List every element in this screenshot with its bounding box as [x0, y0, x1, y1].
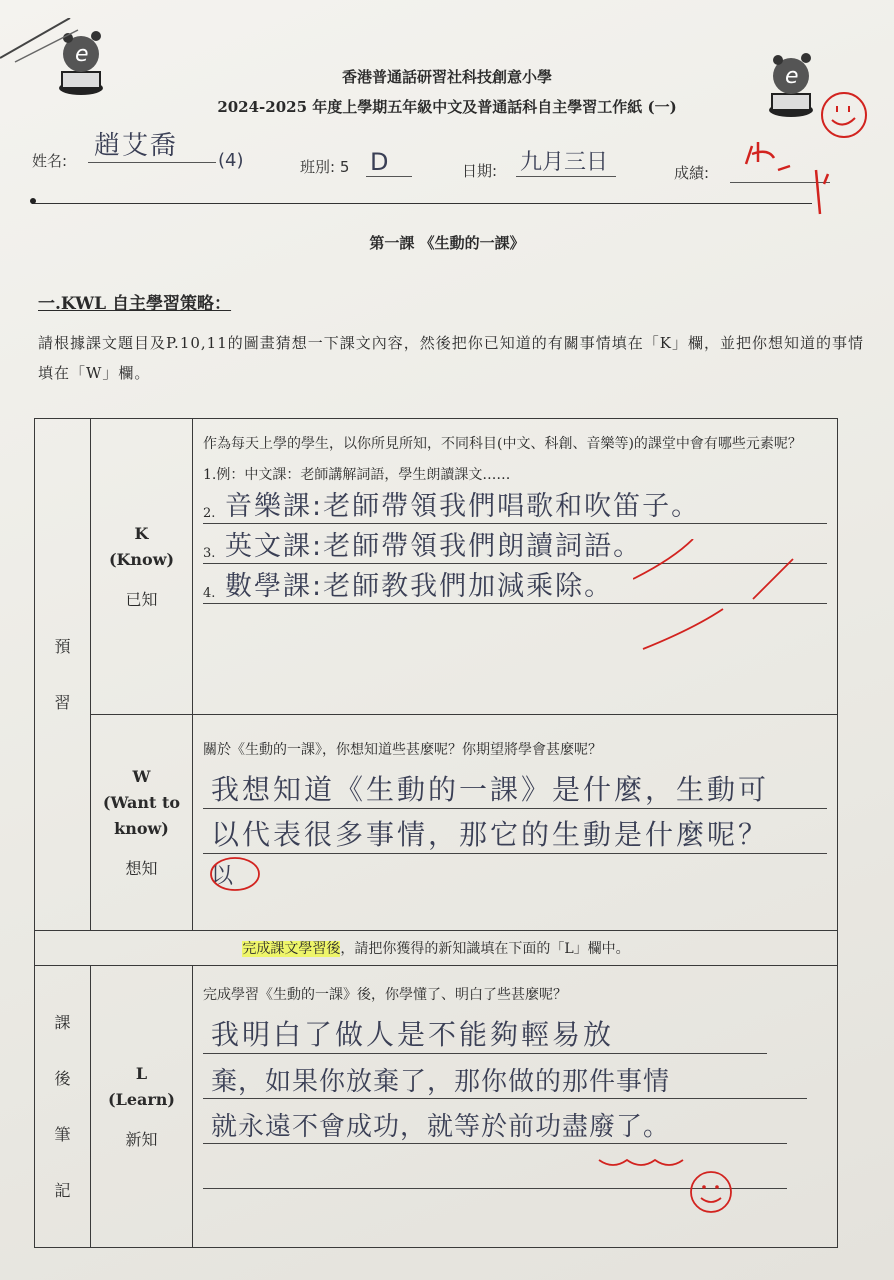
name-value: 趙艾喬 — [94, 131, 179, 161]
class-value: D — [370, 148, 389, 176]
side-char: 預 — [54, 636, 71, 656]
l-label — [91, 966, 193, 1248]
name-field[interactable] — [88, 131, 216, 163]
teacher-smiley-icon — [593, 1152, 743, 1222]
k-content — [193, 419, 838, 715]
student-number[interactable]: (4) — [218, 150, 244, 171]
divider — [32, 203, 812, 204]
k-letter: K — [134, 523, 149, 543]
k-question: 作為每天上學的學生，以你所見所知，不同科目(中文、科創、音樂等)的課堂中會有哪些元素呢？ — [203, 436, 802, 452]
k-example: 1.例：中文課：老師講解詞語，學生朗讀課文…… — [203, 467, 511, 483]
w-chinese: 想知 — [125, 858, 158, 878]
after-side-label — [35, 966, 91, 1248]
w-correction — [203, 854, 827, 894]
w-english-1: (Want to — [102, 792, 181, 812]
answer-text: 棄，如果你放棄了，那你做的那件事情 — [211, 1067, 671, 1097]
side-char: 後 — [54, 1068, 71, 1088]
answer-text: 以代表很多事情，那它的生動是什麼呢？ — [211, 818, 770, 851]
l-letter: L — [135, 1063, 148, 1083]
w-content — [193, 715, 838, 931]
answer-text: 音樂課:老師帶領我們唱歌和吹笛子。 — [225, 491, 701, 522]
section-title: 一.KWL 自主學習策略： — [38, 294, 232, 314]
school-name: 香港普通話研習社科技創意小學 — [341, 68, 552, 86]
date-field[interactable] — [516, 150, 616, 177]
w-answer-line-1[interactable] — [203, 764, 827, 809]
date-label: 日期: — [462, 162, 498, 180]
answer-text: 我想知道《生動的一課》是什麼，生動可 — [211, 773, 770, 806]
name-label: 姓名: — [32, 152, 68, 170]
answer-text: 數學課:老師教我們加減乘除。 — [225, 571, 614, 602]
answer-number: 2. — [203, 506, 216, 521]
answer-text: 就永遠不會成功，就等於前功盡廢了。 — [211, 1112, 671, 1142]
pencil-mark — [0, 18, 80, 68]
class-label: 班別: 5 — [300, 158, 350, 176]
k-english: (Know) — [108, 549, 175, 569]
answer-number: 3. — [203, 546, 216, 561]
w-label — [91, 715, 193, 931]
instruction-rest: ，請把你獲得的新知識填在下面的「L」欄中。 — [340, 941, 630, 957]
svg-text:e: e — [785, 64, 799, 89]
class-field[interactable] — [366, 148, 412, 177]
instruction-row — [35, 931, 838, 966]
svg-text:e: e — [75, 42, 89, 67]
side-char: 習 — [54, 692, 71, 712]
lesson-title: 第一課 《生動的一課》 — [369, 234, 525, 252]
grade-label: 成績: — [674, 164, 710, 182]
l-chinese: 新知 — [125, 1129, 158, 1149]
k-label — [91, 419, 193, 715]
preview-side-label — [35, 419, 91, 931]
answer-text: 英文課:老師帶領我們朗讀詞語。 — [225, 531, 643, 562]
l-answer-line-1[interactable] — [203, 1009, 767, 1054]
highlighted-text: 完成課文學習後 — [242, 941, 341, 957]
worksheet-title: 2024-2025 年度上學期五年級中文及普通話科自主學習工作紙 (一) — [217, 98, 677, 116]
teacher-check-marks — [633, 539, 833, 689]
w-answer-line-2[interactable] — [203, 809, 827, 854]
bullet-dot — [30, 198, 36, 204]
k-answer-2[interactable] — [203, 484, 827, 524]
l-answer-line-2[interactable] — [203, 1054, 807, 1099]
answer-text: 我明白了做人是不能夠輕易放 — [211, 1018, 615, 1051]
l-content — [193, 966, 838, 1248]
w-letter: W — [132, 766, 151, 786]
side-char: 課 — [54, 1012, 71, 1032]
correction-circle — [207, 854, 267, 894]
l-english: (Learn) — [108, 1089, 175, 1109]
correction-text: 以 — [211, 864, 237, 889]
l-answer-line-3[interactable] — [203, 1099, 787, 1144]
instruction-text: 請根據課文題目及P.10,11的圖畫猜想一下課文內容，然後把你已知道的有關事情填在「K」欄，並把你想知道的事情填在「W」欄。 — [38, 334, 864, 382]
side-char: 筆 — [54, 1124, 71, 1144]
side-char: 記 — [54, 1180, 71, 1200]
l-question: 完成學習《生動的一課》後，你學懂了、明白了些甚麼呢？ — [203, 987, 567, 1003]
w-question: 關於《生動的一課》，你想知道些甚麼呢？你期望將學會甚麼呢？ — [203, 742, 602, 758]
answer-number: 4. — [203, 586, 216, 601]
k-chinese: 已知 — [125, 589, 158, 609]
kwl-table — [34, 418, 838, 1248]
date-value: 九月三日 — [520, 150, 609, 175]
w-english-2: know) — [114, 818, 169, 838]
